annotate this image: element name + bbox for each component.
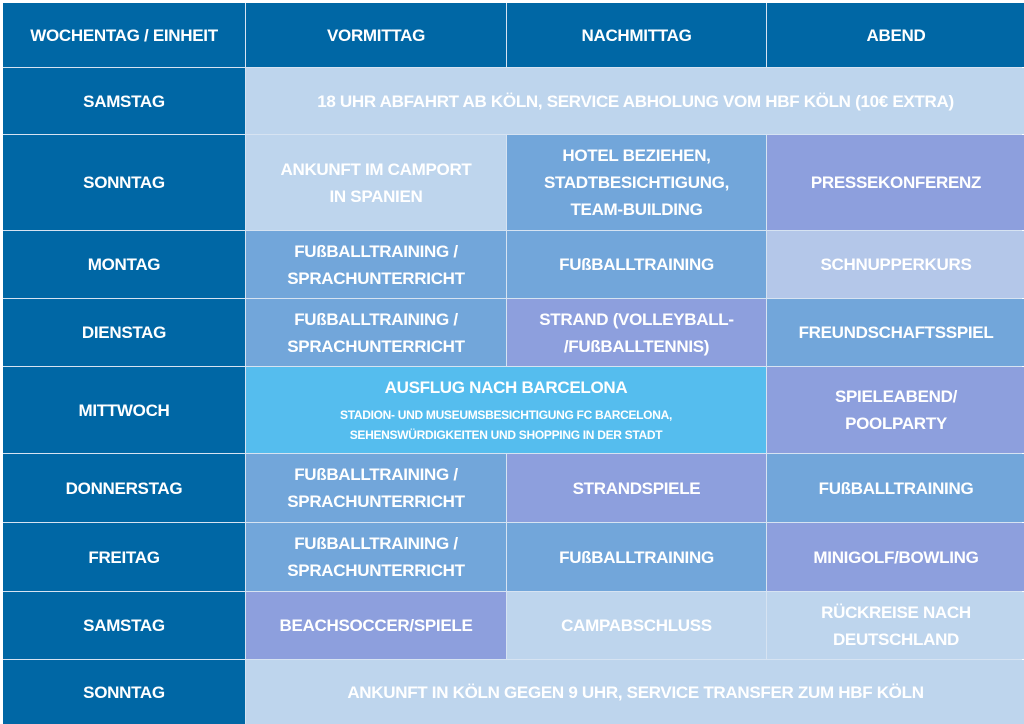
evening-cell: RÜCKREISE NACH DEUTSCHLAND [767, 592, 1024, 659]
span-cell: ANKUNFT IN KÖLN GEGEN 9 UHR, SERVICE TRANSFER ZUM HBF KÖLN [246, 660, 1024, 724]
afternoon-cell: FUßBALLTRAINING [507, 231, 766, 298]
day-cell: SAMSTAG [3, 68, 245, 134]
day-cell: MONTAG [3, 231, 245, 298]
excursion-cell [246, 367, 766, 453]
afternoon-cell: STRAND (VOLLEYBALL- /FUßBALLTENNIS) [507, 299, 766, 366]
day-cell: SAMSTAG [3, 592, 245, 659]
header-afternoon: NACHMITTAG [507, 3, 766, 67]
day-cell: DONNERSTAG [3, 454, 245, 522]
morning-cell: FUßBALLTRAINING / SPRACHUNTERRICHT [246, 299, 506, 366]
excursion-subtitle: STADION- UND MUSEUMSBESICHTIGUNG FC BARCELONA, SEHENSWÜRDIGKEITEN UND SHOPPING IN DER STADT [340, 408, 672, 442]
evening-cell: SPIELEABEND/ POOLPARTY [767, 367, 1024, 453]
day-cell: MITTWOCH [3, 367, 245, 453]
span-cell: 18 UHR ABFAHRT AB KÖLN, SERVICE ABHOLUNG VOM HBF KÖLN (10€ EXTRA) [246, 68, 1024, 134]
header-evening: ABEND [767, 3, 1024, 67]
morning-cell: BEACHSOCCER/SPIELE [246, 592, 506, 659]
evening-cell: FUßBALLTRAINING [767, 454, 1024, 522]
afternoon-cell: FUßBALLTRAINING [507, 523, 766, 591]
excursion-title: AUSFLUG NACH BARCELONA [384, 378, 628, 397]
header-weekday: WOCHENTAG / EINHEIT [3, 3, 245, 67]
morning-cell: FUßBALLTRAINING / SPRACHUNTERRICHT [246, 523, 506, 591]
afternoon-cell: CAMPABSCHLUSS [507, 592, 766, 659]
day-cell: FREITAG [3, 523, 245, 591]
day-cell: SONNTAG [3, 660, 245, 724]
day-cell: DIENSTAG [3, 299, 245, 366]
header-morning: VORMITTAG [246, 3, 506, 67]
afternoon-cell: HOTEL BEZIEHEN, STADTBESICHTIGUNG, TEAM-BUILDING [507, 135, 766, 230]
day-cell: SONNTAG [3, 135, 245, 230]
evening-cell: FREUNDSCHAFTSSPIEL [767, 299, 1024, 366]
evening-cell: SCHNUPPERKURS [767, 231, 1024, 298]
morning-cell: ANKUNFT IM CAMPORT IN SPANIEN [246, 135, 506, 230]
morning-cell: FUßBALLTRAINING / SPRACHUNTERRICHT [246, 231, 506, 298]
evening-cell: PRESSEKONFERENZ [767, 135, 1024, 230]
evening-cell: MINIGOLF/BOWLING [767, 523, 1024, 591]
schedule-table [3, 3, 1022, 724]
afternoon-cell: STRANDSPIELE [507, 454, 766, 522]
morning-cell: FUßBALLTRAINING / SPRACHUNTERRICHT [246, 454, 506, 522]
